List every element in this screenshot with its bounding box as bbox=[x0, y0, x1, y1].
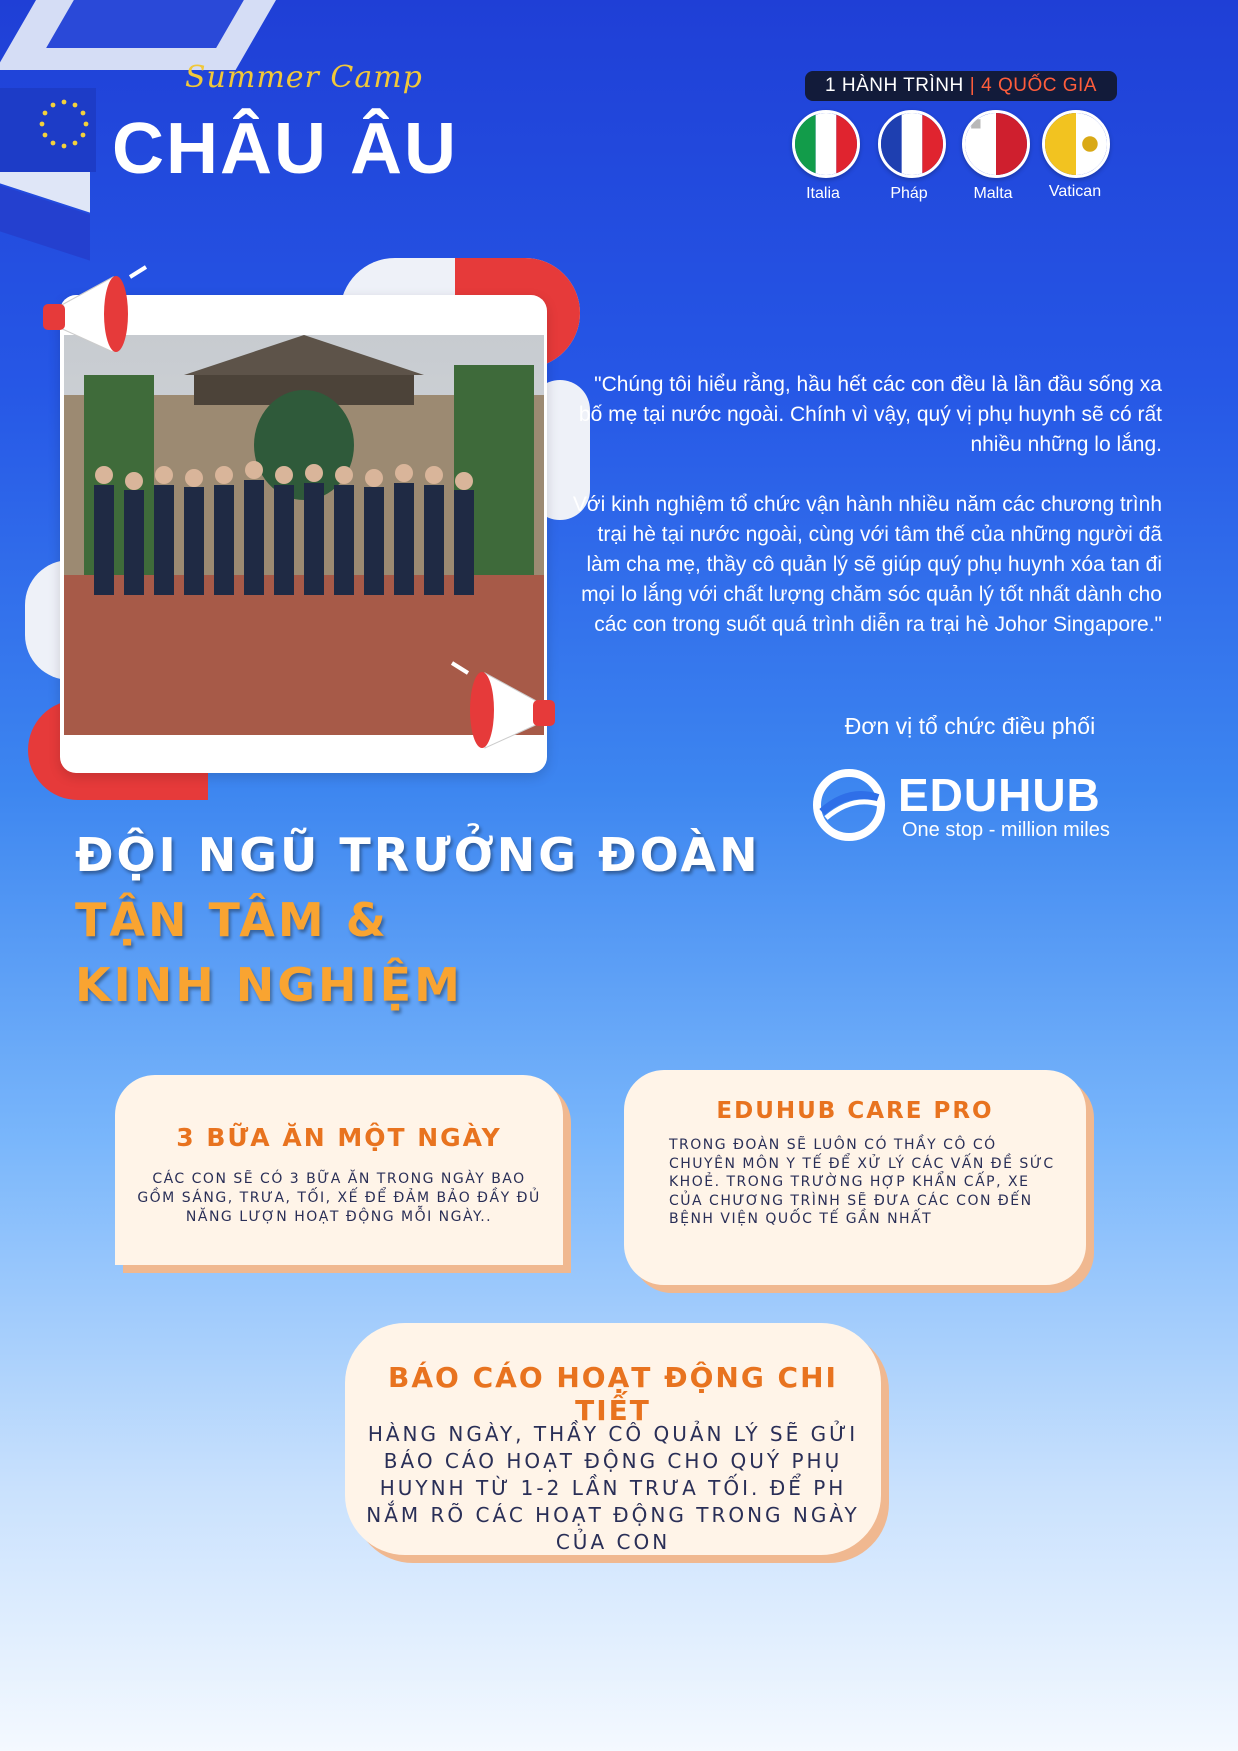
quote-paragraph: "Chúng tôi hiểu rằng, hầu hết các con đều là lần đầu sống xa bố mẹ tại nước ngoài. Chính vì vậy, quý vị phụ huynh sẽ có rất nhiều những lo lắng. bbox=[578, 373, 1162, 456]
info-card-report bbox=[345, 1323, 881, 1555]
quote-block bbox=[570, 370, 1162, 670]
eduhub-logo-icon bbox=[812, 768, 886, 842]
card-title: 3 BỮA ĂN MỘT NGÀY bbox=[176, 1123, 502, 1152]
organizer-label: Đơn vị tổ chức điều phối bbox=[844, 713, 1096, 739]
page-title: CHÂU ÂU bbox=[112, 109, 458, 189]
card-body: CÁC CON SẼ CÓ 3 BỮA ĂN TRONG NGÀY BAO GỒM SÁNG, TRƯA, TỐI, XẾ ĐỂ ĐẢM BẢO ĐẦY ĐỦ NĂNG LƯỢN HOẠT ĐỘNG MỖI NGÀY.. bbox=[137, 1171, 541, 1225]
card-body: HÀNG NGÀY, THẦY CÔ QUẢN LÝ SẼ GỬI BÁO CÁO HOẠT ĐỘNG CHO QUÝ PHỤ HUYNH TỪ 1-2 LẦN TRƯA TỐI. ĐỂ PH NẮM RÕ CÁC HOẠT ĐỘNG TRONG NGÀY CỦA CON bbox=[366, 1422, 860, 1554]
section-heading-line: KINH NGHIỆM bbox=[75, 958, 463, 1012]
quote-paragraph: Với kinh nghiệm tổ chức vận hành nhiều năm các chương trình trại hè tại nước ngoài, cùng với tâm thế của những người đã làm cha mẹ, thầy cô quản lý sẽ giúp quý phụ huynh xóa tan đi mọi lo lắng với chất lượng chăm sóc quản lý tốt nhất dành cho các con trong suốt quá trình diễn ra trại hè Johor Singapore." bbox=[572, 493, 1162, 636]
vatican-flag-icon bbox=[1042, 110, 1110, 178]
info-card-care-pro bbox=[624, 1070, 1086, 1285]
eduhub-tagline: One stop - million miles bbox=[902, 819, 1110, 841]
megaphone-icon bbox=[38, 262, 148, 372]
country-label: Malta bbox=[973, 185, 1013, 202]
malta-flag-icon bbox=[962, 110, 1030, 178]
italy-flag-icon bbox=[792, 110, 860, 178]
section-heading-line: ĐỘI NGŨ TRƯỞNG ĐOÀN bbox=[75, 828, 761, 882]
info-card-meals bbox=[115, 1075, 563, 1265]
country-count-label: 4 QUỐC GIA bbox=[981, 75, 1097, 96]
card-body: TRONG ĐOÀN SẼ LUÔN CÓ THẦY CÔ CÓ CHUYÊN MÔN Y TẾ ĐỂ XỬ LÝ CÁC VẤN ĐỀ SỨC KHOẺ. TRONG TRƯỜNG HỢP KHẨN CẤP, XE CỦA CHƯƠNG TRÌNH SẼ ĐƯA CÁC CON ĐẾN BỆNH VIỆN QUỐC TẾ GẦN NHẤT bbox=[669, 1137, 1055, 1227]
megaphone-icon bbox=[450, 658, 560, 768]
eu-stars-icon bbox=[32, 92, 96, 156]
card-title: BÁO CÁO HOẠT ĐỘNG CHI TIẾT bbox=[388, 1361, 838, 1427]
eduhub-logo: EDUHUB bbox=[898, 769, 1101, 821]
section-heading-line: TẬN TÂM & bbox=[75, 893, 389, 947]
journey-badge bbox=[805, 71, 1117, 101]
country-label: Vatican bbox=[1048, 183, 1102, 200]
card-title: EDUHUB CARE PRO bbox=[716, 1098, 994, 1124]
decor-ribbon bbox=[46, 0, 244, 48]
france-flag-icon bbox=[878, 110, 946, 178]
country-label: Italia bbox=[806, 185, 840, 202]
journey-label: 1 HÀNH TRÌNH bbox=[825, 75, 964, 96]
journey-separator: | bbox=[969, 75, 976, 96]
country-label: Pháp bbox=[890, 185, 928, 202]
script-title: Summer Camp bbox=[185, 60, 423, 95]
